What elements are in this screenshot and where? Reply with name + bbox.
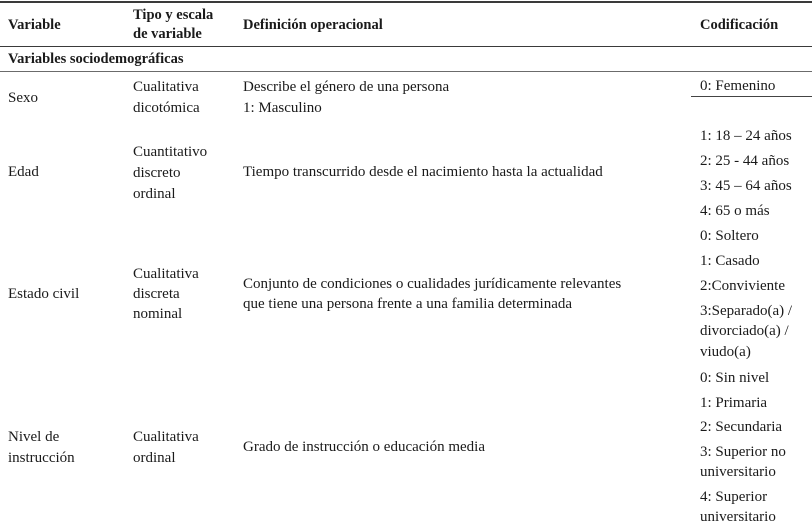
cell-codigo: 4: Superior — [700, 489, 768, 505]
cell-definicion: que tiene una persona frente a una familia determinada — [243, 296, 573, 312]
cell-variable: Estado civil — [8, 286, 80, 302]
cell-codigo: universitario — [700, 464, 776, 480]
cell-tipo: Cualitativa — [133, 266, 199, 282]
cell-codigo: 1: 18 – 24 años — [700, 128, 792, 144]
section-title: Variables sociodemográficas — [8, 51, 184, 67]
cell-codigo: 0: Femenino — [700, 78, 776, 94]
cell-codigo: 2: Secundaria — [700, 419, 783, 435]
cell-tipo: Cualitativa — [133, 79, 199, 95]
cell-definicion: Describe el género de una persona — [243, 79, 450, 95]
cell-codigo: divorciado(a) / — [700, 323, 789, 339]
cell-definicion: Conjunto de condiciones o cualidades jurídicamente relevantes — [243, 276, 622, 292]
header-tipo-line2: de variable — [133, 26, 202, 42]
cell-definicion: Grado de instrucción o educación media — [243, 439, 485, 455]
header-definicion: Definición operacional — [243, 17, 383, 33]
cell-variable: instrucción — [8, 450, 75, 466]
cell-codigo: 2: 25 - 44 años — [700, 153, 790, 169]
section-bottom-rule — [0, 71, 812, 72]
cell-tipo: discreta — [133, 286, 180, 302]
cell-variable: Sexo — [8, 90, 38, 106]
cell-tipo: dicotómica — [133, 100, 200, 116]
cell-tipo: nominal — [133, 306, 183, 322]
header-tipo-line1: Tipo y escala — [133, 7, 214, 23]
cell-tipo: ordinal — [133, 186, 176, 202]
cell-tipo: ordinal — [133, 450, 176, 466]
codificacion-rule — [691, 96, 812, 97]
cell-tipo: Cualitativa — [133, 429, 199, 445]
cell-definicion: 1: Masculino — [243, 100, 322, 116]
header-codificacion: Codificación — [700, 17, 779, 33]
cell-codigo: 1: Casado — [700, 253, 760, 269]
table-top-rule — [0, 1, 812, 3]
cell-codigo: 0: Sin nivel — [700, 370, 770, 386]
cell-codigo: viudo(a) — [700, 344, 751, 360]
cell-tipo: discreto — [133, 165, 181, 181]
cell-codigo: 3:Separado(a) / — [700, 303, 793, 319]
header-variable: Variable — [8, 17, 61, 33]
cell-variable: Nivel de — [8, 429, 60, 445]
header-bottom-rule — [0, 46, 812, 47]
cell-codigo: 3: 45 – 64 años — [700, 178, 792, 194]
cell-codigo: 0: Soltero — [700, 228, 759, 244]
cell-codigo: 3: Superior no — [700, 444, 786, 460]
cell-codigo: 1: Primaria — [700, 395, 768, 411]
cell-codigo: universitario — [700, 509, 776, 525]
cell-codigo: 4: 65 o más — [700, 203, 770, 219]
cell-definicion: Tiempo transcurrido desde el nacimiento hasta la actualidad — [243, 164, 603, 180]
cell-variable: Edad — [8, 164, 39, 180]
cell-tipo: Cuantitativo — [133, 144, 208, 160]
cell-codigo: 2:Conviviente — [700, 278, 785, 294]
